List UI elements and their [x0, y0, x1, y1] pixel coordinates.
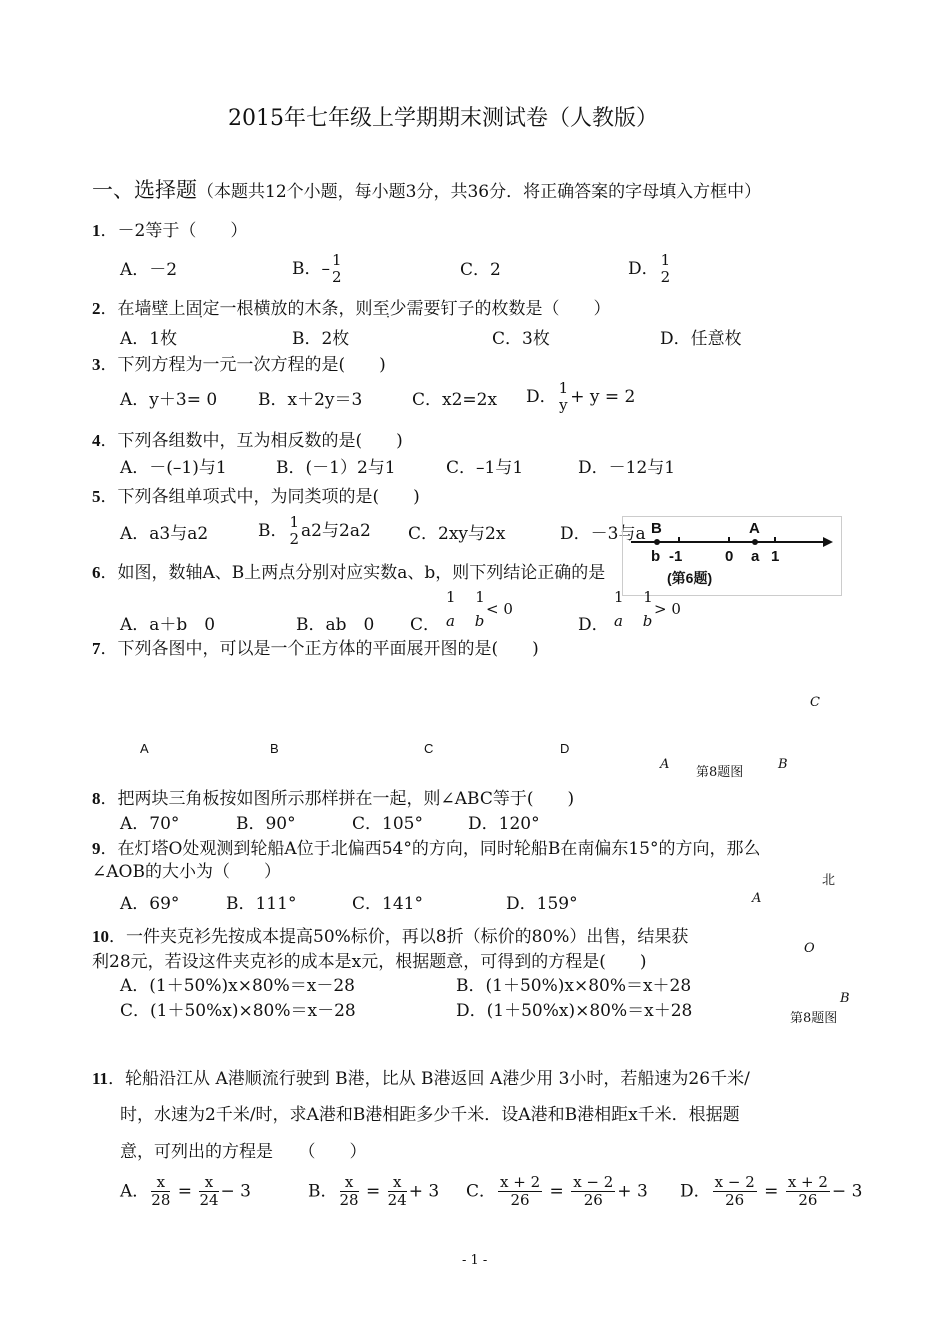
q7-figure-label-b: B [270, 741, 279, 756]
question-number: 10 [92, 927, 109, 946]
section-heading [92, 180, 761, 201]
equals-sign: = [366, 1181, 381, 1202]
option-label: D． [628, 258, 659, 279]
question-text: ．在墙壁上 [100, 299, 186, 319]
q10-option-a: A．(1＋50%)x×80%＝x－28 [120, 976, 355, 996]
equals-sign: = [764, 1181, 779, 1202]
q5-option-b [258, 514, 371, 549]
question-1-stem [92, 222, 247, 240]
question-text: ．如图，数轴A、B上两点分别对应实数a、b，则下列结论正确的是 [100, 563, 606, 583]
emphasis-text: 固定 [185, 299, 220, 319]
equals-sign: = [549, 1181, 564, 1202]
label-B: B [651, 520, 662, 537]
page-title: 2015年七年级上学期期末测试卷（人教版） [228, 106, 658, 131]
number-line-figure [622, 516, 842, 596]
fraction-denominator: 2 [289, 530, 300, 549]
option-label: A． [120, 1181, 150, 1202]
question-text: ．－2等于（ ） [100, 221, 248, 241]
q2-option-a: A．1枚 [120, 329, 178, 349]
q3-option-b: B．x＋2y＝3 [258, 390, 363, 410]
fraction-numerator: 1 [332, 251, 342, 269]
section-title: 一、选择题 [92, 178, 197, 202]
question-number: 11 [92, 1069, 109, 1088]
emphasis-text: 至少 [372, 299, 407, 319]
q6-option-d-relation: > 0 [654, 600, 681, 618]
question-6-stem [92, 564, 605, 582]
question-7-stem [92, 640, 539, 658]
fraction-numerator: 1 [289, 513, 300, 531]
q4-option-d: D．－12与1 [578, 458, 676, 478]
question-11-stem-line3: 意，可列出的方程是 （ ） [120, 1142, 367, 1162]
label-zero: 0 [725, 548, 734, 565]
fraction-numerator: 1 [660, 251, 671, 269]
question-text: ．下列方程为一元一次方程的是( ) [100, 355, 386, 375]
fraction-denominator: 24 [387, 1191, 407, 1210]
question-10-stem [92, 928, 688, 946]
label-one: 1 [771, 548, 780, 565]
fraction-denominator: 24 [199, 1191, 219, 1210]
option-tail: + 3 [617, 1181, 648, 1202]
option-tail: − 3 [831, 1181, 863, 1202]
q4-option-a: A．－(–1)与1 [120, 458, 227, 478]
question-number: 3 [92, 355, 101, 374]
page-number: - 1 - [462, 1253, 488, 1268]
fig9-label-A: A [752, 891, 762, 906]
label-b: b [651, 548, 661, 565]
fig9-north-label: 北 [822, 873, 836, 888]
question-number: 7 [92, 639, 101, 658]
question-text: ．轮船沿江从 A港顺流行驶到 B港，比从 B港返回 A港少用 3小时，若船速为26千米/ [108, 1069, 750, 1089]
question-number: 4 [92, 431, 101, 450]
fig8-caption: 第8题图 [696, 765, 744, 780]
q2-option-c: C．3枚 [492, 329, 550, 349]
q7-figure-label-d: D [560, 741, 570, 756]
equals-sign: = [177, 1181, 193, 1202]
question-text: ．一件夹克衫先按成本提高50%标价，再以8折（标价的80%）出售，结果获 [109, 927, 689, 947]
q6-option-c-top: 1 1 [446, 588, 485, 606]
fraction-denominator: 28 [339, 1191, 359, 1210]
question-8-stem [92, 790, 574, 808]
q8-option-c: C．105° [352, 814, 423, 834]
q3-option-d [526, 380, 635, 415]
question-11-stem-line2: 时，水速为2千米/时，求A港和B港相距多少千米．设A港和B港相距x千米．根据题 [120, 1105, 740, 1125]
q5-option-c: C．2xy与2x [408, 524, 506, 544]
q1-option-b [292, 252, 344, 287]
fraction-numerator: x [199, 1174, 218, 1192]
q6-option-c-relation: < 0 [486, 600, 513, 618]
figure-caption: (第6题) [667, 570, 713, 586]
question-text: ．在灯塔O处观测到轮船A位于北偏西54°的方向，同时轮船B在南偏东15°的方向，那么 [100, 839, 761, 859]
q10-option-c: C．(1＋50%x)×80%＝x－28 [120, 1001, 356, 1021]
q7-figure-label-c: C [424, 741, 434, 756]
q6-option-d-label: D． [578, 615, 609, 635]
fraction-numerator: x + 2 [500, 1173, 541, 1191]
fig9-label-O: O [804, 941, 815, 956]
q9-option-c: C．141° [352, 894, 423, 914]
fraction-numerator: x [151, 1174, 170, 1192]
q9-option-b: B．111° [226, 894, 297, 914]
question-10-stem-line2: 利28元，若设这件夹克衫的成本是x元，根据题意，可得到的方程是( ) [92, 952, 647, 972]
question-4-stem [92, 432, 403, 450]
question-text: ．把两块三角板按如图所示那样拼在一起，则∠ABC等于( ) [100, 789, 575, 809]
option-label: D． [526, 386, 557, 407]
label-minus-one: -1 [669, 548, 683, 565]
q3-option-c: C．x2=2x [412, 390, 498, 410]
fraction-denominator: 26 [510, 1191, 530, 1210]
label-A: A [749, 520, 760, 537]
question-number: 6 [92, 563, 101, 582]
q1-option-a: A．－2 [120, 260, 178, 280]
question-number: 9 [92, 839, 101, 858]
q3-option-a: A．y＋3= 0 [120, 390, 218, 410]
fraction-numerator: x [340, 1174, 359, 1192]
question-9-stem [92, 840, 760, 858]
option-label: D． [680, 1181, 711, 1202]
question-2-stem [92, 300, 611, 318]
fraction-denominator: 26 [725, 1191, 745, 1210]
fraction-numerator: x − 2 [714, 1173, 755, 1191]
q6-option-d-bottom: a b [614, 612, 653, 630]
fig8-label-C: C [810, 695, 820, 710]
fig9-caption: 第8题图 [790, 1011, 838, 1026]
option-label: C． [466, 1181, 497, 1202]
fraction-numerator: 1 [558, 379, 569, 397]
q6-option-b: B．ab 0 [296, 615, 375, 635]
fraction-denominator: 28 [151, 1191, 171, 1210]
q10-option-b: B．(1＋50%)x×80%＝x＋28 [456, 976, 692, 996]
q4-option-b: B．(－1）2与1 [276, 458, 396, 478]
option-tail: + 3 [408, 1181, 440, 1202]
option-tail: − 3 [220, 1181, 251, 1202]
option-text: + y = 2 [570, 386, 636, 407]
fraction-denominator: 2 [660, 268, 671, 287]
q8-option-b: B．90° [236, 814, 296, 834]
fraction-denominator: 26 [583, 1191, 603, 1210]
fraction-numerator: x [388, 1174, 407, 1192]
q8-option-a: A．70° [120, 814, 180, 834]
q8-option-d: D．120° [468, 814, 540, 834]
question-number: 8 [92, 789, 101, 808]
q2-option-b: B．2枚 [292, 329, 350, 349]
fraction-denominator: y [559, 396, 568, 415]
question-number: 2 [92, 299, 101, 318]
fig8-label-B: B [778, 757, 788, 772]
q11-option-b [308, 1174, 439, 1210]
question-11-stem [92, 1070, 750, 1088]
question-number: 5 [92, 487, 101, 506]
q1-option-c: C．2 [460, 260, 501, 280]
question-text: ．下列各组单项式中，为同类项的是( ) [100, 487, 420, 507]
fraction-denominator: 2 [332, 268, 342, 287]
point-b [654, 539, 660, 545]
question-5-stem [92, 488, 420, 506]
question-text: 一根横放的木条，则 [219, 299, 373, 319]
option-label: B． [258, 520, 288, 541]
q5-option-d: D．－3与a [560, 524, 646, 544]
arrow-icon [823, 537, 833, 547]
q9-option-a: A．69° [120, 894, 180, 914]
fraction-denominator: 26 [798, 1191, 818, 1210]
q6-option-d-top: 1 1 [614, 588, 653, 606]
fig8-label-A: A [660, 757, 670, 772]
fraction-numerator: x − 2 [573, 1173, 614, 1191]
q4-option-c: C．–1与1 [446, 458, 524, 478]
q6-option-a: A．a＋b 0 [120, 615, 216, 635]
question-3-stem [92, 356, 386, 374]
q10-option-d: D．(1＋50%x)×80%＝x＋28 [456, 1001, 693, 1021]
question-text: 需要钉子的枚数是（ ） [406, 299, 611, 319]
point-a [752, 539, 758, 545]
section-note: （本题共12个小题，每小题3分，共36分．将正确答案的字母填入方框中） [197, 182, 762, 202]
q11-option-a [120, 1174, 251, 1210]
q9-option-d: D．159° [506, 894, 578, 914]
question-number: 1 [92, 221, 101, 240]
label-a: a [751, 548, 760, 565]
q6-option-c-label: C． [410, 615, 441, 635]
q2-option-d: D．任意枚 [660, 329, 742, 349]
option-text: a2与2a2 [301, 520, 371, 541]
q7-figure-label-a: A [140, 741, 149, 756]
question-9-stem-line2: ∠AOB的大小为（ ） [92, 862, 281, 882]
q11-option-c [466, 1174, 648, 1210]
fig9-label-B: B [840, 991, 850, 1006]
question-text: ．下列各组数中，互为相反数的是( ) [100, 431, 403, 451]
q5-option-a: A．a3与a2 [120, 524, 209, 544]
option-label: B．– [292, 258, 330, 279]
q6-option-c-bottom: a b [446, 612, 485, 630]
option-label: B． [308, 1181, 338, 1202]
fraction-numerator: x + 2 [787, 1173, 828, 1191]
q11-option-d [680, 1174, 862, 1210]
q1-option-d [628, 252, 672, 287]
question-text: ．下列各图中，可以是一个正方体的平面展开图的是( ) [100, 639, 539, 659]
